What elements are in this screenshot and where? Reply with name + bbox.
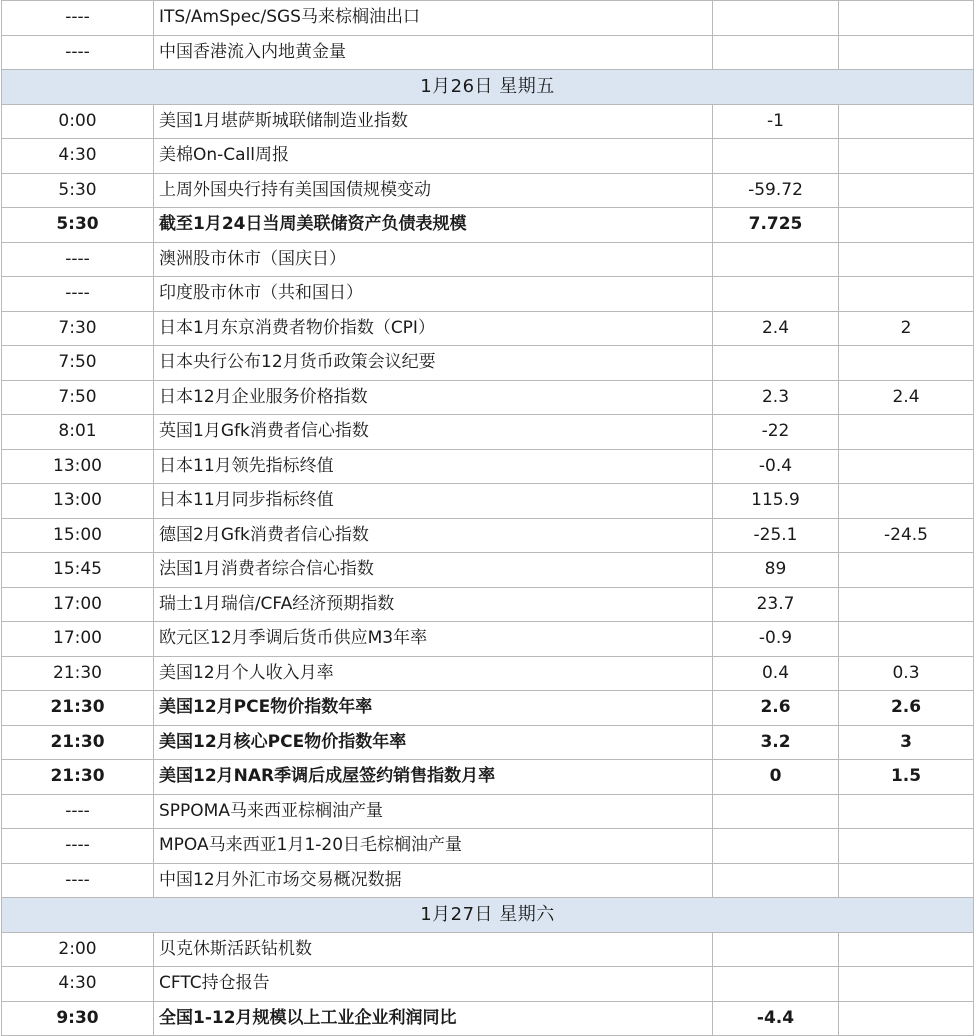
event-time: 4:30: [2, 967, 154, 1002]
forecast-value: [839, 277, 974, 312]
forecast-value: [839, 484, 974, 519]
event-name: 中国12月外汇市场交易概况数据: [154, 863, 713, 898]
forecast-value: [839, 553, 974, 588]
event-name: 瑞士1月瑞信/CFA经济预期指数: [154, 587, 713, 622]
calendar-body: [2, 1, 974, 1036]
event-row: [2, 794, 974, 829]
event-row: [2, 311, 974, 346]
event-row: [2, 518, 974, 553]
event-row: [2, 622, 974, 657]
previous-value: [713, 242, 839, 277]
forecast-value: 2.6: [839, 691, 974, 726]
forecast-value: [839, 104, 974, 139]
event-time: 21:30: [2, 760, 154, 795]
event-name: 法国1月消费者综合信心指数: [154, 553, 713, 588]
previous-value: -0.4: [713, 449, 839, 484]
event-row: [2, 415, 974, 450]
forecast-value: [839, 1001, 974, 1036]
event-name: 日本12月企业服务价格指数: [154, 380, 713, 415]
forecast-value: [839, 35, 974, 70]
event-name: 日本11月领先指标终值: [154, 449, 713, 484]
event-row: [2, 139, 974, 174]
event-row: [2, 484, 974, 519]
event-name: CFTC持仓报告: [154, 967, 713, 1002]
event-row: [2, 691, 974, 726]
event-time: 7:50: [2, 346, 154, 381]
event-row: [2, 553, 974, 588]
event-time: 5:30: [2, 208, 154, 243]
forecast-value: [839, 622, 974, 657]
forecast-value: [839, 173, 974, 208]
previous-value: [713, 35, 839, 70]
event-row: [2, 1, 974, 36]
event-time: 2:00: [2, 932, 154, 967]
forecast-value: [839, 346, 974, 381]
previous-value: -4.4: [713, 1001, 839, 1036]
event-time: ----: [2, 277, 154, 312]
forecast-value: 2: [839, 311, 974, 346]
event-name: 日本1月东京消费者物价指数（CPI）: [154, 311, 713, 346]
event-time: 17:00: [2, 587, 154, 622]
forecast-value: [839, 863, 974, 898]
event-row: [2, 863, 974, 898]
forecast-value: [839, 208, 974, 243]
event-row: [2, 104, 974, 139]
event-name: 美棉On-Call周报: [154, 139, 713, 174]
previous-value: [713, 967, 839, 1002]
event-name: 中国香港流入内地黄金量: [154, 35, 713, 70]
previous-value: 2.6: [713, 691, 839, 726]
event-row: [2, 380, 974, 415]
event-row: [2, 760, 974, 795]
event-name: SPPOMA马来西亚棕榈油产量: [154, 794, 713, 829]
event-time: 21:30: [2, 656, 154, 691]
event-row: [2, 829, 974, 864]
event-row: [2, 656, 974, 691]
event-time: ----: [2, 242, 154, 277]
event-name: 美国12月NAR季调后成屋签约销售指数月率: [154, 760, 713, 795]
forecast-value: [839, 794, 974, 829]
event-time: 21:30: [2, 725, 154, 760]
event-name: 上周外国央行持有美国国债规模变动: [154, 173, 713, 208]
previous-value: [713, 863, 839, 898]
date-header-row: [2, 898, 974, 933]
event-time: ----: [2, 794, 154, 829]
previous-value: -25.1: [713, 518, 839, 553]
forecast-value: 1.5: [839, 760, 974, 795]
event-time: ----: [2, 863, 154, 898]
previous-value: -1: [713, 104, 839, 139]
economic-calendar-table: [1, 0, 974, 1036]
forecast-value: [839, 1, 974, 36]
event-time: 8:01: [2, 415, 154, 450]
forecast-value: [839, 242, 974, 277]
forecast-value: 2.4: [839, 380, 974, 415]
previous-value: 2.4: [713, 311, 839, 346]
event-time: 5:30: [2, 173, 154, 208]
event-row: [2, 35, 974, 70]
event-row: [2, 967, 974, 1002]
event-name: 德国2月Gfk消费者信心指数: [154, 518, 713, 553]
previous-value: [713, 139, 839, 174]
event-name: 澳洲股市休市（国庆日）: [154, 242, 713, 277]
previous-value: [713, 829, 839, 864]
event-row: [2, 1001, 974, 1036]
event-time: 17:00: [2, 622, 154, 657]
event-name: 截至1月24日当周美联储资产负债表规模: [154, 208, 713, 243]
date-header-label: 1月26日 星期五: [2, 70, 974, 105]
event-time: 15:00: [2, 518, 154, 553]
event-time: 7:30: [2, 311, 154, 346]
event-row: [2, 725, 974, 760]
previous-value: -22: [713, 415, 839, 450]
previous-value: -59.72: [713, 173, 839, 208]
event-name: 印度股市休市（共和国日）: [154, 277, 713, 312]
event-name: MPOA马来西亚1月1-20日毛棕榈油产量: [154, 829, 713, 864]
previous-value: [713, 277, 839, 312]
event-row: [2, 346, 974, 381]
previous-value: 2.3: [713, 380, 839, 415]
event-name: 英国1月Gfk消费者信心指数: [154, 415, 713, 450]
event-time: ----: [2, 35, 154, 70]
event-name: 欧元区12月季调后货币供应M3年率: [154, 622, 713, 657]
previous-value: -0.9: [713, 622, 839, 657]
event-time: 15:45: [2, 553, 154, 588]
event-name: 日本央行公布12月货币政策会议纪要: [154, 346, 713, 381]
event-time: 0:00: [2, 104, 154, 139]
event-name: 美国12月核心PCE物价指数年率: [154, 725, 713, 760]
event-row: [2, 242, 974, 277]
previous-value: 3.2: [713, 725, 839, 760]
forecast-value: [839, 587, 974, 622]
event-time: ----: [2, 829, 154, 864]
event-time: ----: [2, 1, 154, 36]
previous-value: [713, 932, 839, 967]
event-time: 13:00: [2, 449, 154, 484]
event-name: 日本11月同步指标终值: [154, 484, 713, 519]
forecast-value: [839, 967, 974, 1002]
forecast-value: -24.5: [839, 518, 974, 553]
previous-value: 0: [713, 760, 839, 795]
forecast-value: [839, 829, 974, 864]
previous-value: 0.4: [713, 656, 839, 691]
previous-value: 89: [713, 553, 839, 588]
event-row: [2, 173, 974, 208]
event-name: 贝克休斯活跃钻机数: [154, 932, 713, 967]
previous-value: 115.9: [713, 484, 839, 519]
previous-value: [713, 346, 839, 381]
event-time: 4:30: [2, 139, 154, 174]
event-row: [2, 587, 974, 622]
forecast-value: [839, 139, 974, 174]
event-time: 9:30: [2, 1001, 154, 1036]
previous-value: 7.725: [713, 208, 839, 243]
forecast-value: 0.3: [839, 656, 974, 691]
event-row: [2, 932, 974, 967]
event-name: 美国12月个人收入月率: [154, 656, 713, 691]
previous-value: [713, 1, 839, 36]
forecast-value: [839, 932, 974, 967]
previous-value: 23.7: [713, 587, 839, 622]
forecast-value: [839, 415, 974, 450]
event-time: 7:50: [2, 380, 154, 415]
date-header-label: 1月27日 星期六: [2, 898, 974, 933]
event-name: 美国12月PCE物价指数年率: [154, 691, 713, 726]
forecast-value: [839, 449, 974, 484]
event-name: ITS/AmSpec/SGS马来棕榈油出口: [154, 1, 713, 36]
event-time: 13:00: [2, 484, 154, 519]
date-header-row: [2, 70, 974, 105]
event-row: [2, 277, 974, 312]
event-row: [2, 449, 974, 484]
event-row: [2, 208, 974, 243]
event-name: 美国1月堪萨斯城联储制造业指数: [154, 104, 713, 139]
forecast-value: 3: [839, 725, 974, 760]
event-time: 21:30: [2, 691, 154, 726]
previous-value: [713, 794, 839, 829]
event-name: 全国1-12月规模以上工业企业利润同比: [154, 1001, 713, 1036]
